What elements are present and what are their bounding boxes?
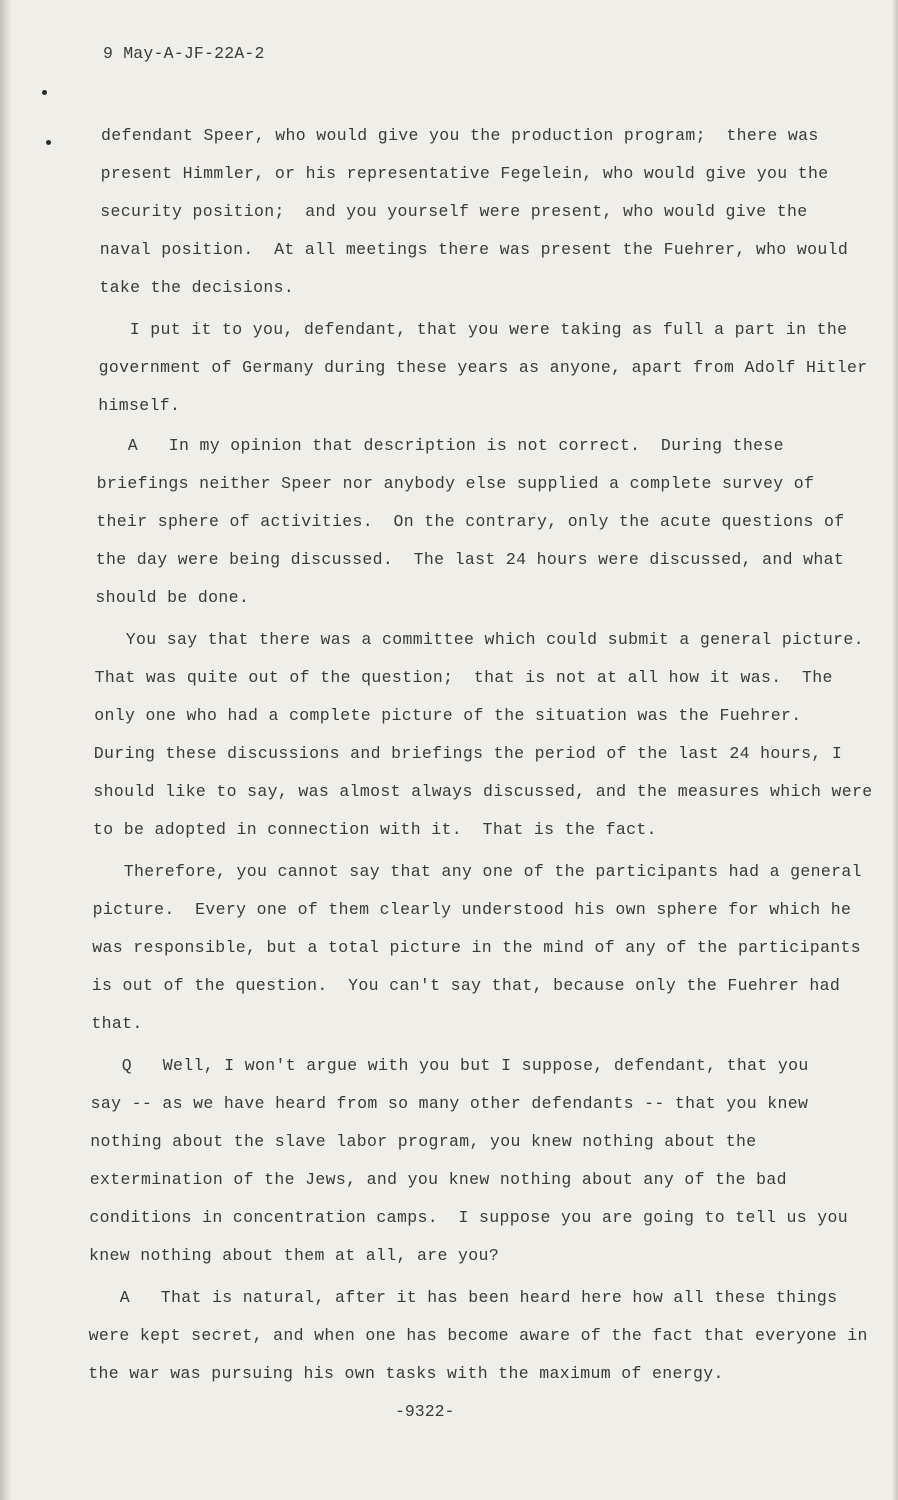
text-line: conditions in concentration camps. I suppose you are going to tell us you bbox=[89, 1208, 849, 1227]
text-line: briefings neither Speer nor anybody else supplied a complete survey of bbox=[96, 474, 815, 493]
text-line: A That is natural, after it has been heard here how all these things bbox=[89, 1288, 838, 1307]
text-line: defendant Speer, who would give you the production program; there was bbox=[101, 126, 819, 145]
text-line: nothing about the slave labor program, you knew nothing about the bbox=[90, 1132, 757, 1151]
page-header: 9 May-A-JF-22A-2 bbox=[103, 44, 265, 63]
text-line: government of Germany during these years as anyone, apart from Adolf Hitler bbox=[98, 358, 868, 377]
punch-hole-mark bbox=[42, 90, 47, 95]
text-line: During these discussions and briefings the period of the last 24 hours, I bbox=[93, 744, 843, 763]
punch-hole-mark bbox=[46, 140, 51, 145]
text-line: picture. Every one of them clearly understood his own sphere for which he bbox=[92, 900, 852, 919]
text-line: take the decisions. bbox=[99, 278, 295, 297]
text-line: should like to say, was almost always discussed, and the measures which were bbox=[93, 782, 873, 801]
text-line: were kept secret, and when one has become aware of the fact that everyone in bbox=[88, 1326, 868, 1345]
text-line: that. bbox=[91, 1014, 143, 1033]
text-line: the day were being discussed. The last 24 hours were discussed, and what bbox=[95, 550, 845, 569]
text-line: A In my opinion that description is not correct. During these bbox=[97, 436, 784, 455]
text-line: I put it to you, defendant, that you were taking as full a part in the bbox=[99, 320, 848, 339]
text-line: only one who had a complete picture of the situation was the Fuehrer. bbox=[94, 706, 802, 725]
text-line: to be adopted in connection with it. That is the fact. bbox=[93, 820, 657, 839]
text-line: naval position. At all meetings there was present the Fuehrer, who would bbox=[99, 240, 849, 259]
page-number: -9322- bbox=[395, 1402, 455, 1421]
text-line: their sphere of activities. On the contrary, only the acute questions of bbox=[96, 512, 845, 531]
text-line: knew nothing about them at all, are you? bbox=[89, 1246, 500, 1265]
text-line: extermination of the Jews, and you knew nothing about any of the bad bbox=[89, 1170, 787, 1189]
page-edge-left bbox=[0, 0, 12, 1500]
text-line: security position; and you yourself were present, who would give the bbox=[100, 202, 808, 221]
text-line: was responsible, but a total picture in the mind of any of the participants bbox=[92, 938, 862, 957]
page-edge-right bbox=[892, 0, 898, 1500]
text-line: say -- as we have heard from so many other defendants -- that you knew bbox=[90, 1094, 809, 1113]
text-line: That was quite out of the question; that is not at all how it was. The bbox=[94, 668, 833, 687]
text-line: You say that there was a committee which could submit a general picture. bbox=[95, 630, 864, 649]
text-line: should be done. bbox=[95, 588, 250, 607]
text-line: is out of the question. You can't say that, because only the Fuehrer had bbox=[91, 976, 841, 995]
text-line: Therefore, you cannot say that any one of the participants had a general bbox=[93, 862, 862, 881]
text-line: himself. bbox=[98, 396, 181, 415]
text-line: present Himmler, or his representative Fegelein, who would give you the bbox=[100, 164, 829, 183]
text-line: Q Well, I won't argue with you but I suppose, defendant, that you bbox=[91, 1056, 809, 1075]
text-line: the war was pursuing his own tasks with the maximum of energy. bbox=[88, 1364, 724, 1383]
